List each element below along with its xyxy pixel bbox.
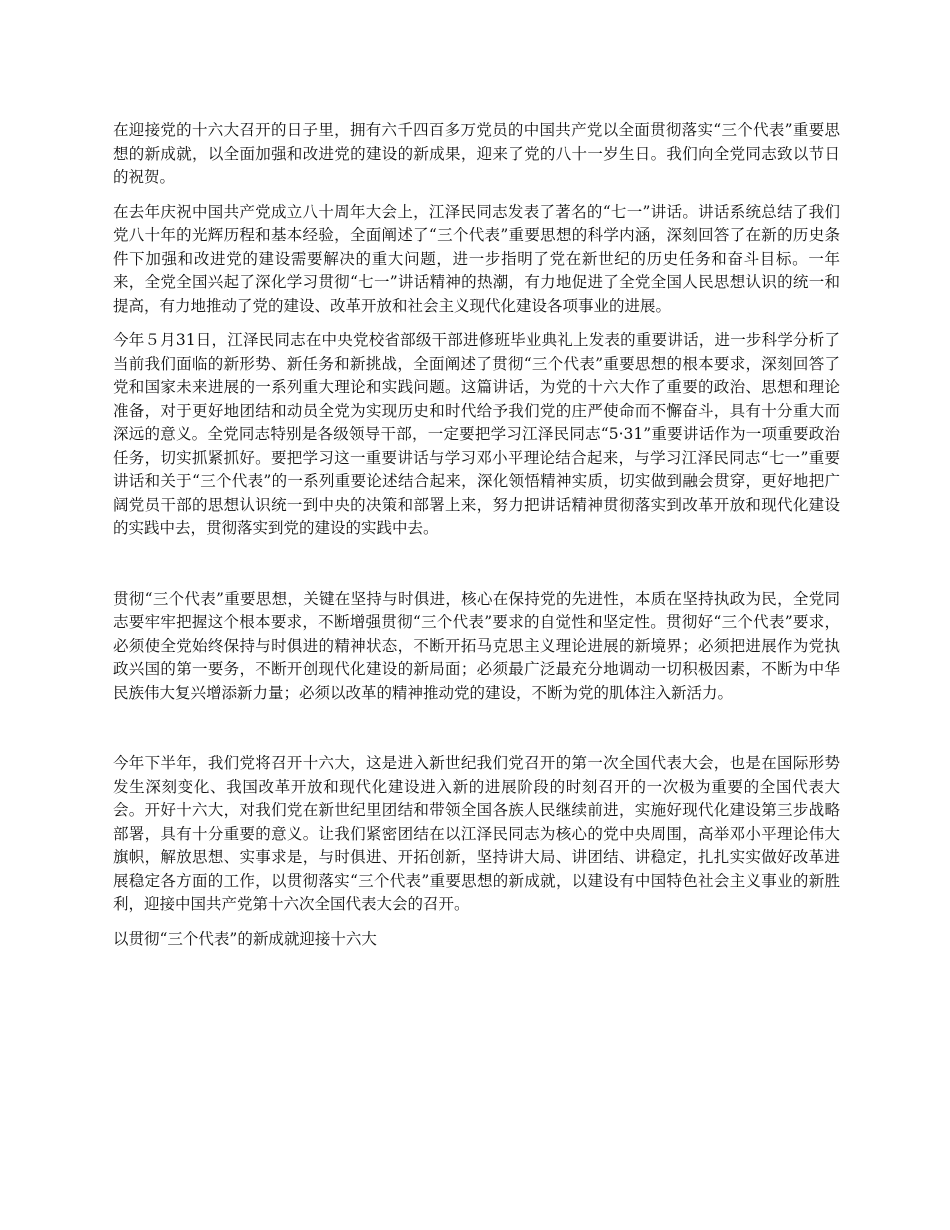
paragraph-2: 在去年庆祝中国共产党成立八十周年大会上，江泽民同志发表了著名的“七一”讲话。讲话系统总结了我们党八十年的光辉历程和基本经验，全面阐述了“三个代表”重要思想的科学内涵，深刻回答了在新的历史条件下加强和改进党的建设需要解决的重大问题，进一步指明了党在新世纪的历史任务和奋斗目标。一年来，全党全国兴起了深化学习贯彻“七一”讲话精神的热潮，有力地促进了全党全国人民思想认识的统一和提高，有力地推动了党的建设、改革开放和社会主义现代化建设各项事业的进展。 bbox=[113, 202, 840, 315]
paragraph-1: 在迎接党的十六大召开的日子里，拥有六千四百多万党员的中国共产党以全面贯彻落实“三个代表”重要思想的新成就，以全面加强和改进党的建设的新成果，迎来了党的八十一岁生日。我们向全党同志致以节日的祝贺。 bbox=[113, 121, 840, 186]
paragraph-4: 贯彻“三个代表”重要思想，关键在坚持与时俱进，核心在保持党的先进性，本质在坚持执政为民，全党同志要牢牢把握这个根本要求，不断增强贯彻“三个代表”要求的自觉性和坚定性。贯彻好“三个代表”要求，必须使全党始终保持与时俱进的精神状态，不断开拓马克思主义理论进展的新境界；必须把进展作为党执政兴国的第一要务，不断开创现代化建设的新局面；必须最广泛最充分地调动一切积极因素，不断为中华民族伟大复兴增添新力量；必须以改革的精神推动党的建设，不断为党的肌体注入新活力。 bbox=[113, 589, 840, 702]
paragraph-spacer bbox=[113, 716, 840, 752]
paragraph-spacer bbox=[113, 552, 840, 588]
paragraph-5: 今年下半年，我们党将召开十六大，这是进入新世纪我们党召开的第一次全国代表大会，也是在国际形势发生深刻变化、我国改革开放和现代化建设进入新的进展阶段的时刻召开的一次极为重要的全国代表大会。开好十六大，对我们党在新世纪里团结和带领全国各族人民继续前进，实施好现代化建设第三步战略部署，具有十分重要的意义。让我们紧密团结在以江泽民同志为核心的党中央周围，高举邓小平理论伟大旗帜，解放思想、实事求是，与时俱进、开拓创新，坚持讲大局、讲团结、讲稳定，扎扎实实做好改革进展稳定各方面的工作，以贯彻落实“三个代表”重要思想的新成就，以建设有中国特色社会主义事业的新胜利，迎接中国共产党第十六次全国代表大会的召开。 bbox=[113, 754, 840, 913]
paragraph-3: 今年５月31日，江泽民同志在中央党校省部级干部进修班毕业典礼上发表的重要讲话，进一步科学分析了当前我们面临的新形势、新任务和新挑战，全面阐述了贯彻“三个代表”重要思想的根本要求，深刻回答了党和国家未来进展的一系列重大理论和实践问题。这篇讲话，为党的十六大作了重要的政治、思想和理论准备，对于更好地团结和动员全党为实现历史和时代给予我们党的庄严使命而不懈奋斗，具有十分重大而深远的意义。全党同志特别是各级领导干部，一定要把学习江泽民同志“5·31”重要讲话作为一项重要政治任务，切实抓紧抓好。要把学习这一重要讲话与学习邓小平理论结合起来，与学习江泽民同志“七一”重要讲话和关于“三个代表”的一系列重要论述结合起来，深化领悟精神实质，切实做到融会贯穿，更好地把广阔党员干部的思想认识统一到中央的决策和部署上来，努力把讲话精神贯彻落实到改革开放和现代化建设的实践中去，贯彻落实到党的建设的实践中去。 bbox=[113, 331, 840, 537]
document-title-line: 以贯彻“三个代表”的新成就迎接十六大 bbox=[113, 929, 377, 948]
document-body bbox=[113, 119, 840, 962]
